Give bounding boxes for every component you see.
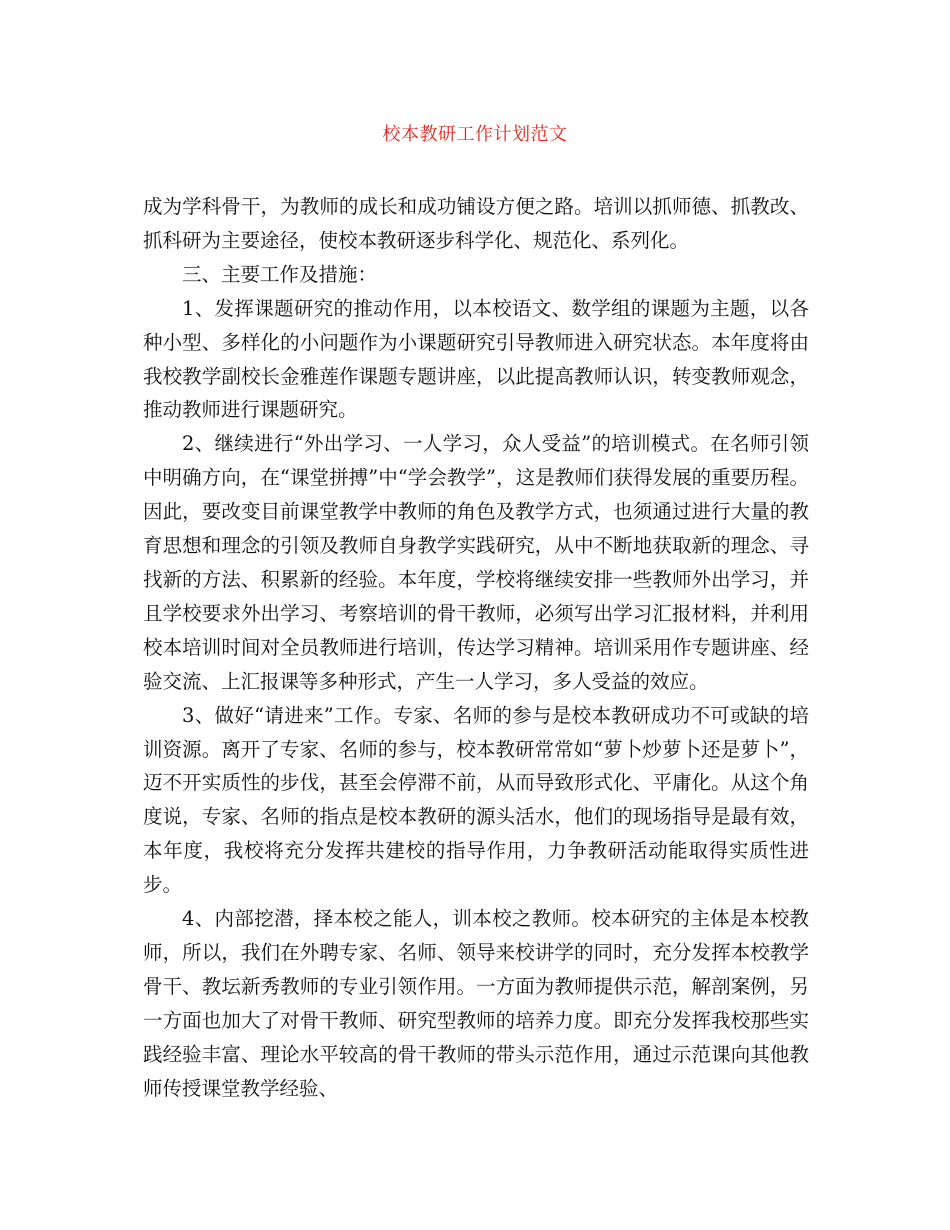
document-title: 校本教研工作计划范文 xyxy=(382,124,568,145)
paragraph-item-3: 3、做好“请进来”工作。专家、名师的参与是校本教研成功不可或缺的培训资源。离开了专家、名师的参与，校本教研常常如“萝卜炒萝卜还是萝卜”，迈不开实质性的步伐，甚至会停滞不前，从而导致形式化、平庸化。从这个角度说，专家、名师的指点是校本教研的源头活水，他们的现场指导是最有效，本年度，我校将充分发挥共建校的指导作用，力争教研活动能取得实质性进步。 xyxy=(143,703,809,897)
paragraph-continuation: 成为学科骨干，为教师的成长和成功铺设方便之路。培训以抓师德、抓教改、抓科研为主要途径，使校本教研逐步科学化、规范化、系列化。 xyxy=(143,195,809,252)
section-heading-main-measures: 三、主要工作及措施： xyxy=(182,262,378,286)
paragraph-item-1: 1、发挥课题研究的推动作用，以本校语文、数学组的课题为主题，以各种小型、多样化的小问题作为小课题研究引导教师进入研究状态。本年度将由我校教学副校长金雅莲作课题专题讲座，以此提高教师认识，转变教师观念，推动教师进行课题研究。 xyxy=(143,296,809,422)
paragraph-item-4: 4、内部挖潜，择本校之能人，训本校之教师。校本研究的主体是本校教师，所以，我们在外聘专家、名师、领导来校讲学的同时，充分发挥本校教学骨干、教坛新秀教师的专业引领作用。一方面为教师提供示范，解剖案例，另一方面也加大了对骨干教师、研究型教师的培养力度。即充分发挥我校那些实践经验丰富、理论水平较高的骨干教师的带头示范作用，通过示范课向其他教师传授课堂教学经验、 xyxy=(143,907,809,1100)
document-body xyxy=(143,190,809,1105)
paragraph-item-2: 2、继续进行“外出学习、一人学习，众人受益”的培训模式。在名师引领中明确方向，在“课堂拼搏”中“学会教学”，这是教师们获得发展的重要历程。因此，要改变目前课堂教学中教师的角色及教学方式，也须通过进行大量的教育思想和理念的引领及教师自身教学实践研究，从中不断地获取新的理念、寻找新的方法、积累新的经验。本年度，学校将继续安排一些教师外出学习，并且学校要求外出学习、考察培训的骨干教师，必须写出学习汇报材料，并利用校本培训时间对全员教师进行培训，传达学习精神。培训采用作专题讲座、经验交流、上汇报课等多种形式，产生一人学习，多人受益的效应。 xyxy=(143,432,809,693)
